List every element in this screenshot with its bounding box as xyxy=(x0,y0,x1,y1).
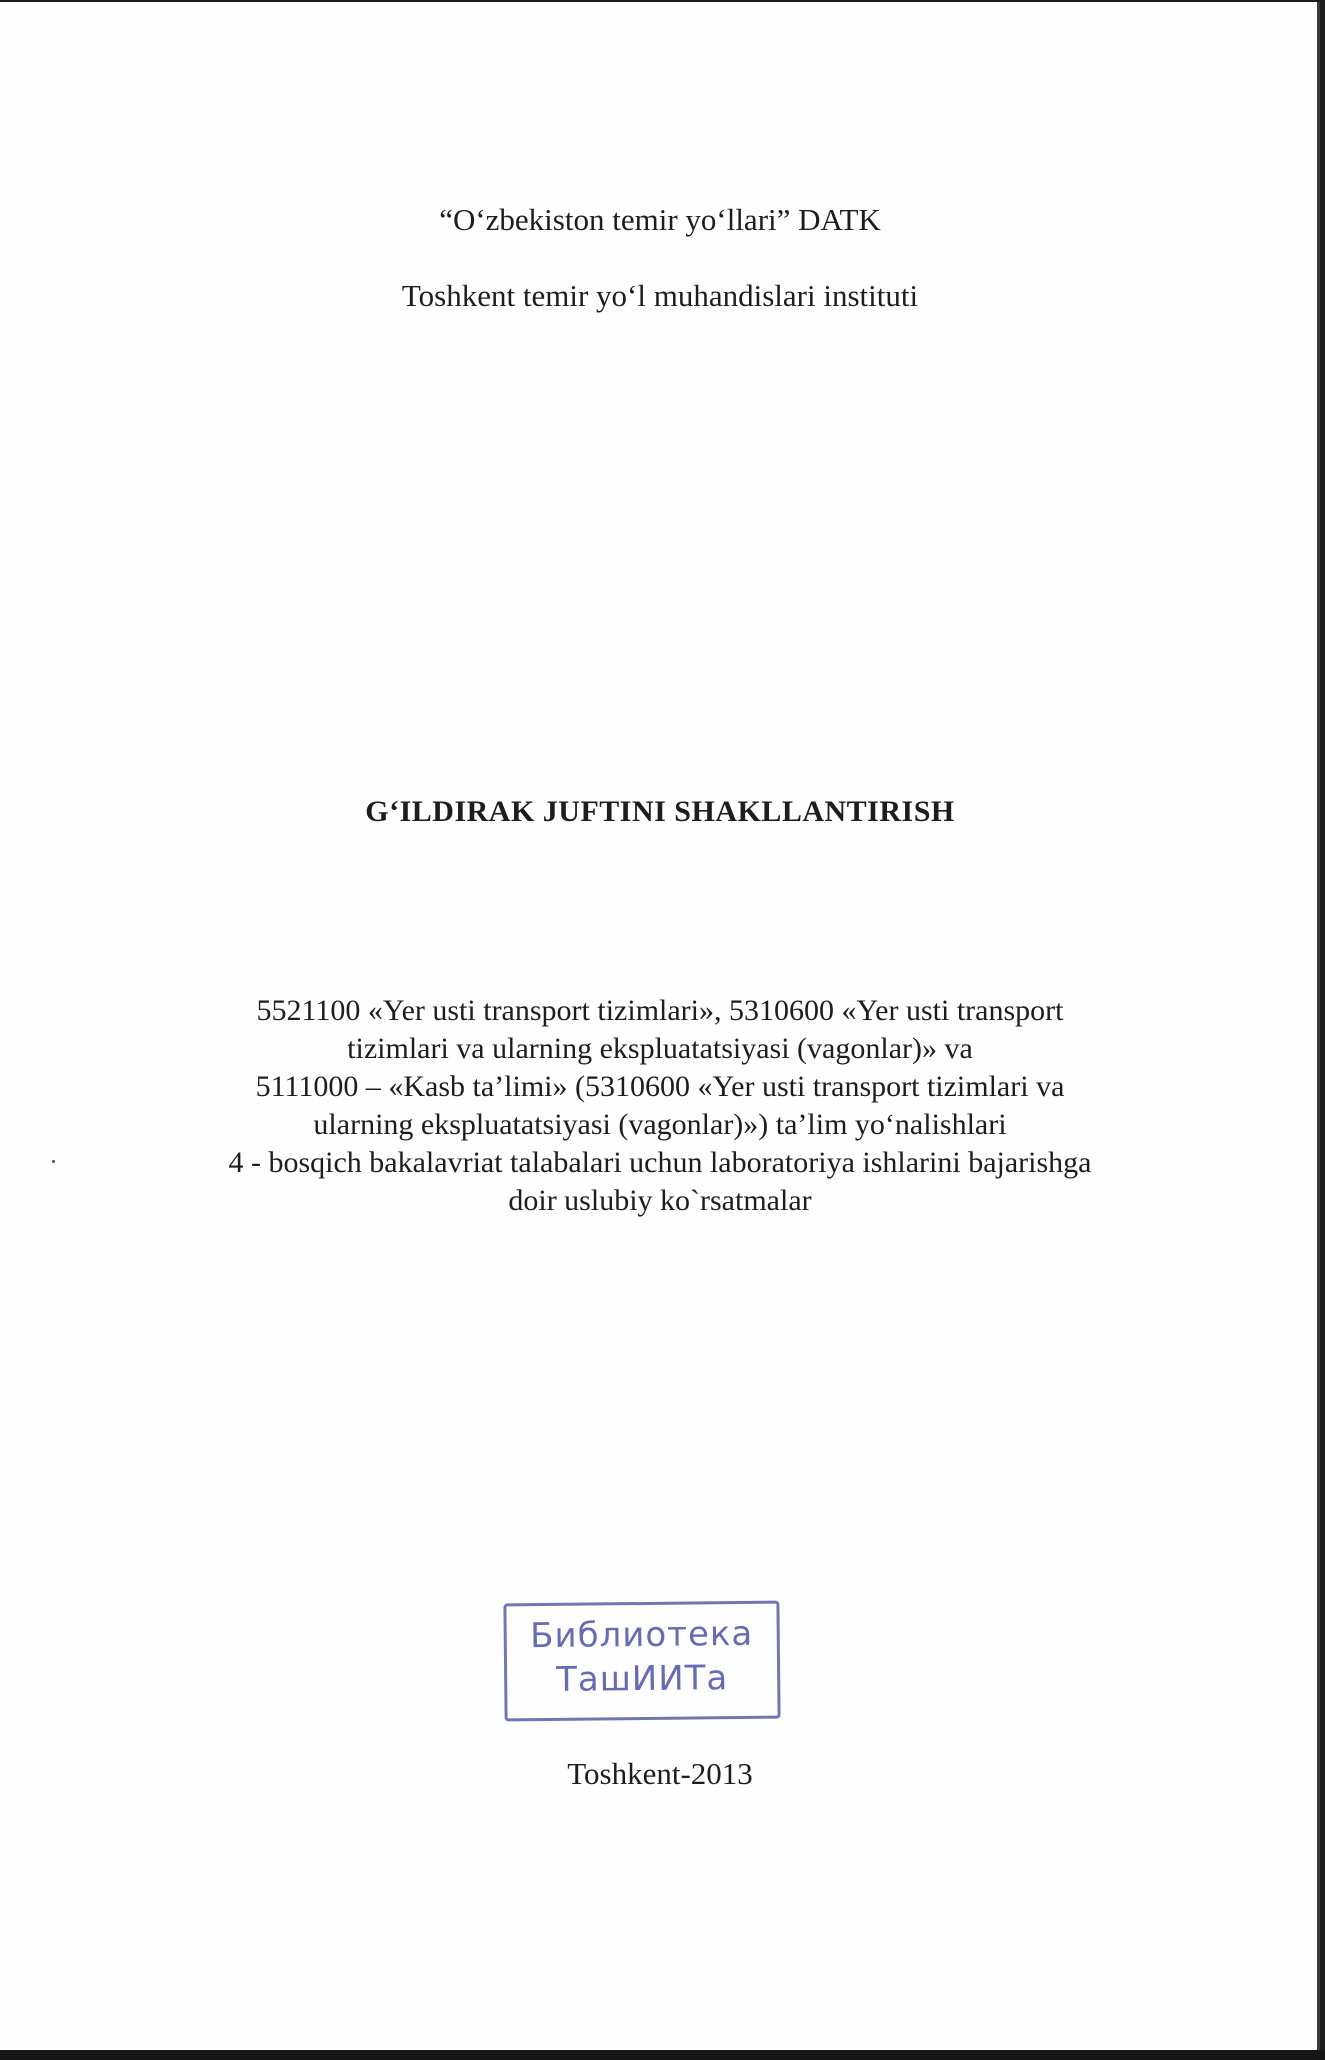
stamp-line-library: Библиотека xyxy=(529,1613,754,1657)
organization-name: “O‘zbekiston temir yo‘llari” DATK xyxy=(439,202,881,237)
city-year: Toshkent-2013 xyxy=(567,1756,753,1791)
library-stamp xyxy=(503,1601,780,1722)
description-line: doir uslubiy ko`rsatmalar xyxy=(508,1184,812,1217)
description-line: 4 - bosqich bakalavriat talabalari uchun laboratoriya ishlarini bajarishga xyxy=(228,1146,1092,1179)
stamp-line-institute: ТашИИТа xyxy=(555,1658,729,1700)
scan-speck xyxy=(52,1160,55,1163)
document-description xyxy=(130,992,1190,1220)
description-line: ularning ekspluatatsiyasi (vagonlar)») ta’lim yo‘nalishlari xyxy=(313,1108,1007,1141)
description-line: tizimlari va ularning ekspluatatsiyasi (vagonlar)» va xyxy=(347,1032,973,1065)
description-line: 5521100 «Yer usti transport tizimlari», 5310600 «Yer usti transport xyxy=(256,994,1064,1027)
institute-name: Toshkent temir yo‘l muhandislari instituti xyxy=(401,278,919,313)
description-line: 5111000 – «Kasb ta’limi» (5310600 «Yer usti transport tizimlari va xyxy=(255,1070,1065,1103)
document-title: G‘ILDIRAK JUFTINI SHAKLLANTIRISH xyxy=(365,795,955,828)
scan-bottom-edge xyxy=(0,2050,1325,2060)
document-page xyxy=(0,2,1320,2050)
